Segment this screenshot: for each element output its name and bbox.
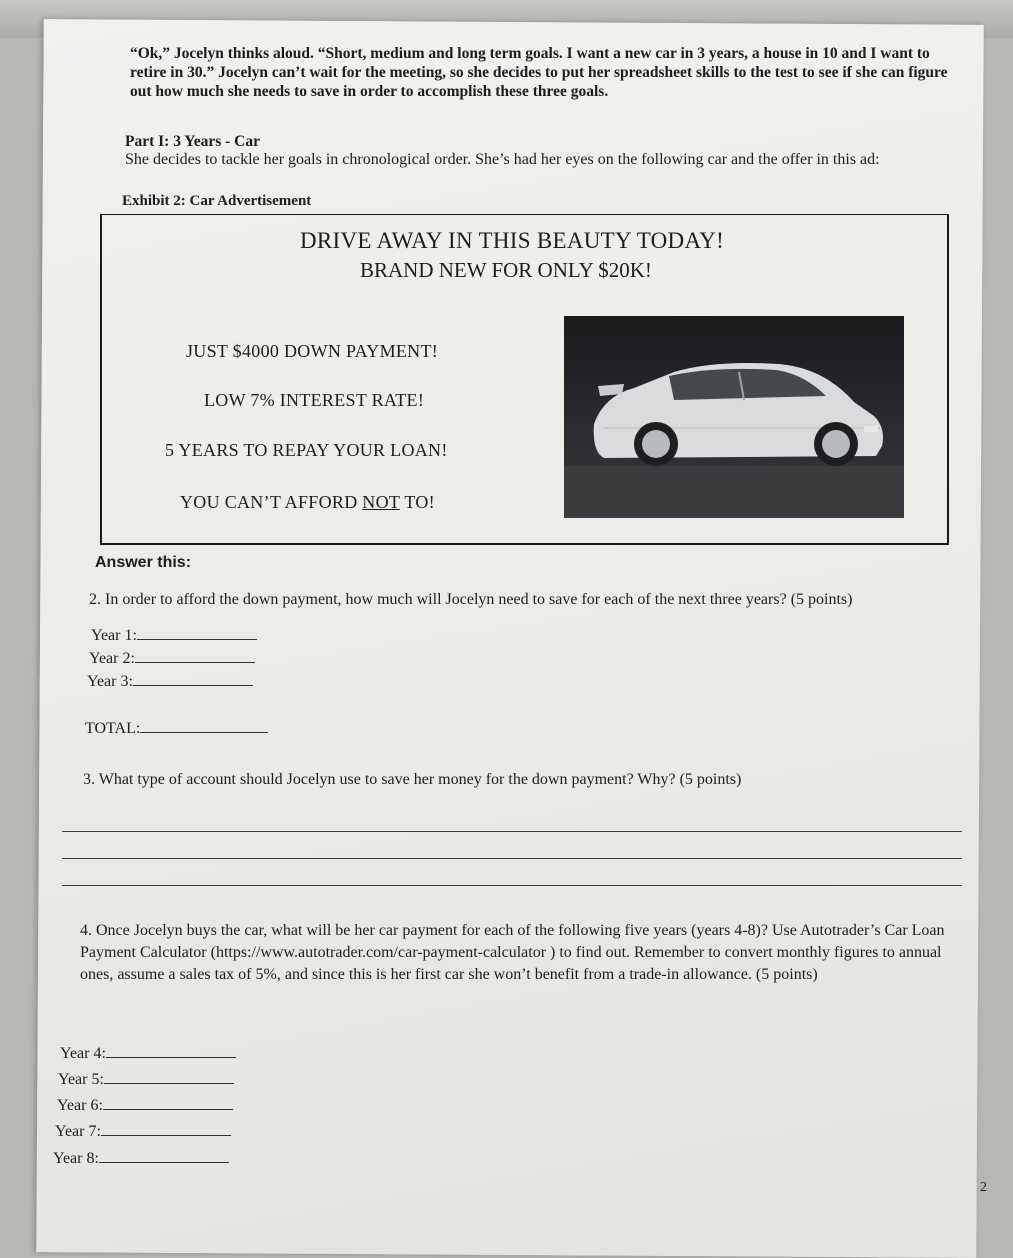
exhibit-title: Exhibit 2: Car Advertisement bbox=[122, 193, 312, 209]
intro-paragraph: “Ok,” Jocelyn thinks aloud. “Short, medium and long term goals. I want a new car in 3 years, a house in 10 and I want to retire in 30.” Jocelyn can’t wait for the meeting, so she decides to put her spreadsheet skills to the test to see if she can figure out how much she needs to save in order to accomplish these three goals. bbox=[130, 45, 948, 100]
part-title: Part I: 3 Years - Car bbox=[125, 133, 261, 150]
year-5-row: Year 5: bbox=[58, 1069, 234, 1089]
year-6-row: Year 6: bbox=[57, 1095, 233, 1115]
year-7-row: Year 7: bbox=[55, 1121, 231, 1141]
ad-price-line: BRAND NEW FOR ONLY $20K! bbox=[360, 258, 652, 282]
part-description: She decides to tackle her goals in chronological order. She’s had her eyes on the following car and the offer in this ad: bbox=[125, 151, 880, 168]
total-row: TOTAL: bbox=[85, 718, 268, 738]
year-1-row: Year 1: bbox=[91, 625, 257, 645]
ad-headline: DRIVE AWAY IN THIS BEAUTY TODAY! bbox=[300, 228, 725, 253]
ad-down-payment: JUST $4000 DOWN PAYMENT! bbox=[186, 341, 439, 361]
answer-line[interactable] bbox=[62, 885, 962, 886]
answer-blank[interactable] bbox=[104, 1069, 234, 1084]
answer-blank[interactable] bbox=[103, 1095, 233, 1110]
year-8-row: Year 8: bbox=[53, 1148, 229, 1168]
ad-loan-term: 5 YEARS TO REPAY YOUR LOAN! bbox=[165, 440, 448, 460]
year-4-row: Year 4: bbox=[60, 1043, 236, 1063]
answer-blank[interactable] bbox=[133, 671, 253, 686]
page-number: 2 bbox=[980, 1180, 987, 1195]
answer-line[interactable] bbox=[62, 858, 962, 859]
answer-blank[interactable] bbox=[106, 1043, 236, 1058]
car-photo bbox=[564, 316, 904, 518]
answer-blank[interactable] bbox=[135, 648, 255, 663]
answer-line[interactable] bbox=[62, 831, 962, 832]
question-2: 2. In order to afford the down payment, how much will Jocelyn need to save for each of the next three years? (5 points) bbox=[89, 591, 853, 608]
answer-blank[interactable] bbox=[140, 718, 268, 733]
year-2-row: Year 2: bbox=[89, 648, 255, 668]
answer-blank[interactable] bbox=[101, 1121, 231, 1136]
answer-heading: Answer this: bbox=[95, 554, 192, 571]
answer-blank[interactable] bbox=[99, 1148, 229, 1163]
ad-interest-rate: LOW 7% INTEREST RATE! bbox=[204, 390, 425, 410]
question-3: 3. What type of account should Jocelyn use to save her money for the down payment? Why? (5 points) bbox=[83, 771, 742, 788]
question-4: 4. Once Jocelyn buys the car, what will be her car payment for each of the following five years (years 4-8)? Use Autotrader’s Car Loan Payment Calculator (https://www.autotrader.com/car-payment-calculator ) to find out. Remember to convert monthly figures to annual ones, assume a sales tax of 5%, and since this is her first car she won’t benefit from a trade-in allowance. (5 points) bbox=[80, 922, 945, 983]
ad-slogan: YOU CAN’T AFFORD NOT TO! bbox=[180, 492, 435, 512]
year-3-row: Year 3: bbox=[87, 671, 253, 691]
car-illustration bbox=[564, 316, 904, 518]
answer-blank[interactable] bbox=[137, 625, 257, 640]
